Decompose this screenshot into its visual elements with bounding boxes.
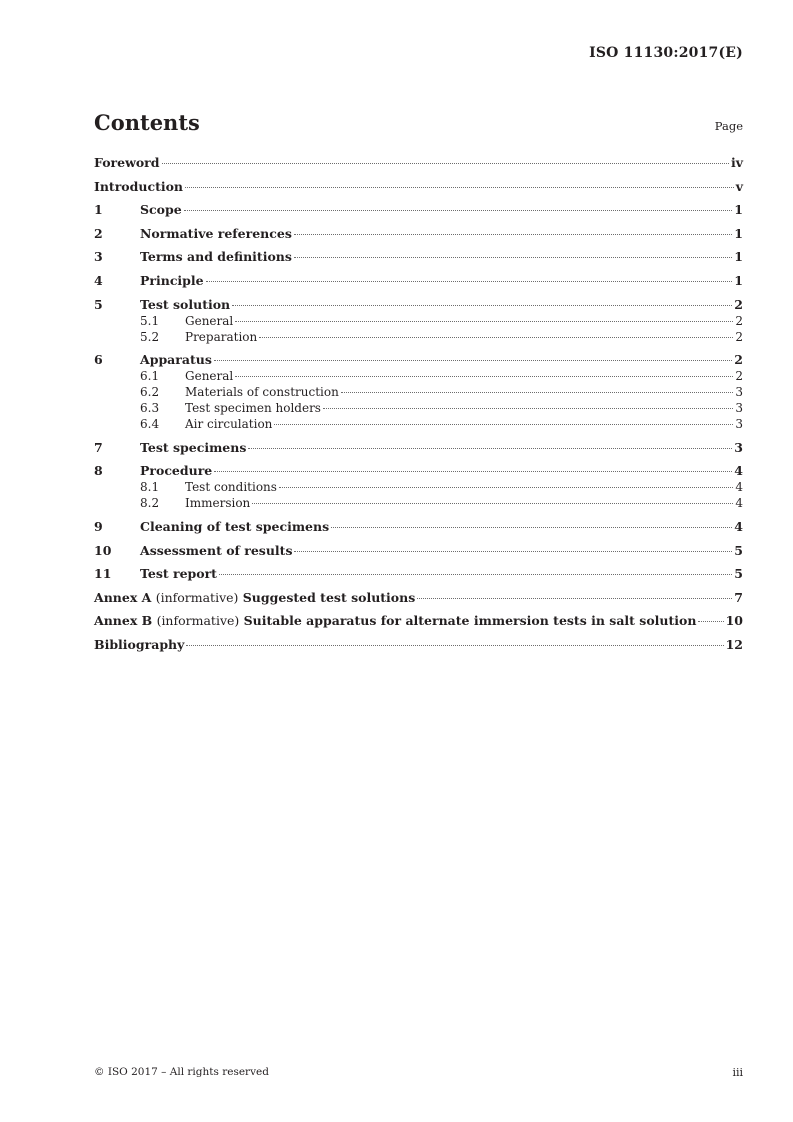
toc-entry-number: 8 <box>94 463 103 479</box>
toc-entry-number: 6.3 <box>140 401 160 416</box>
toc-entry-number: 10 <box>94 542 112 558</box>
toc-entry-label: Test specimen holders <box>185 401 321 416</box>
toc-subentry[interactable] <box>94 400 743 416</box>
toc-entry[interactable] <box>94 637 743 653</box>
dot-leader <box>274 424 733 425</box>
toc-entry-label: Bibliography <box>94 636 185 652</box>
toc-entry-label: Introduction <box>94 178 184 194</box>
toc-subentry[interactable] <box>94 495 743 511</box>
dot-leader <box>219 574 732 575</box>
toc-page-number: 3 <box>734 439 743 455</box>
toc-entry[interactable] <box>94 297 743 313</box>
contents-title: Contents <box>94 110 200 135</box>
toc-entry-number: 1 <box>94 202 103 218</box>
toc-entry-label: General <box>185 313 234 328</box>
annex-prefix: Annex B <box>94 613 153 629</box>
toc-entry[interactable] <box>94 613 743 629</box>
dot-leader <box>323 408 733 409</box>
toc-entry[interactable] <box>94 226 743 242</box>
toc-entry-label: Apparatus <box>140 352 212 368</box>
toc-subentry[interactable] <box>94 479 743 495</box>
dot-leader <box>252 503 733 504</box>
dot-leader <box>248 448 732 449</box>
toc-entry-label: Terms and definitions <box>140 249 292 265</box>
toc-entry-label: Immersion <box>185 496 251 511</box>
annex-note: (informative) <box>155 589 239 605</box>
toc-entry[interactable] <box>94 249 743 265</box>
toc-entry-label: Assessment of results <box>140 542 293 558</box>
toc-entry[interactable] <box>94 543 743 559</box>
toc-page-number: 1 <box>734 225 743 241</box>
page-number: iii <box>732 1066 743 1079</box>
page-footer <box>94 1066 743 1079</box>
toc-entry-number: 6.4 <box>140 417 160 432</box>
copyright-notice: © ISO 2017 – All rights reserved <box>94 1066 269 1078</box>
toc-entry-label: Test report <box>140 566 217 582</box>
toc-subentry[interactable] <box>94 416 743 432</box>
toc-page-number: 2 <box>734 352 743 368</box>
dot-leader <box>185 187 734 188</box>
dot-leader <box>294 234 732 235</box>
toc-entry-label: Foreword <box>94 155 160 170</box>
toc-entry-label: Test conditions <box>185 480 277 495</box>
toc-entry-label: Materials of construction <box>185 385 339 400</box>
toc-page-number: 3 <box>735 385 743 400</box>
toc-entry[interactable] <box>94 590 743 606</box>
toc-entry-number: 8.1 <box>140 480 160 495</box>
toc-entry[interactable] <box>94 179 743 195</box>
toc-entry[interactable] <box>94 202 743 218</box>
toc-entry-label: Test solution <box>140 296 231 312</box>
annex-title: Suggested test solutions <box>242 589 416 605</box>
table-of-contents <box>94 155 743 653</box>
toc-page-number: 10 <box>725 613 743 629</box>
toc-entry-label: Principle <box>140 272 204 288</box>
dot-leader <box>235 376 733 377</box>
dot-leader <box>214 471 732 472</box>
toc-entry[interactable] <box>94 273 743 289</box>
annex-title: Suitable apparatus for alternate immersion tests in salt solution <box>243 613 697 629</box>
toc-page-number: 7 <box>734 589 743 605</box>
toc-page-number: 2 <box>734 296 743 312</box>
dot-leader <box>698 621 723 622</box>
dot-leader <box>235 321 733 322</box>
dot-leader <box>417 598 732 599</box>
annex-note: (informative) <box>156 613 240 629</box>
dot-leader <box>232 305 732 306</box>
toc-entry-number: 5 <box>94 296 103 312</box>
toc-entry-number: 6 <box>94 352 103 368</box>
toc-entry-number: 2 <box>94 225 103 241</box>
toc-entry-label: Preparation <box>185 329 258 344</box>
toc-entry[interactable] <box>94 519 743 535</box>
toc-page-number: v <box>735 178 743 194</box>
toc-page-number: 4 <box>734 518 743 534</box>
toc-page-number: 1 <box>734 249 743 265</box>
toc-page-number: iv <box>730 155 743 170</box>
dot-leader <box>294 257 732 258</box>
toc-entry-label <box>94 590 415 606</box>
toc-page-number: 12 <box>725 636 743 652</box>
toc-entry-label: Air circulation <box>185 417 273 432</box>
toc-page-number: 4 <box>734 463 743 479</box>
dot-leader <box>259 337 733 338</box>
toc-entry-label: Scope <box>140 202 182 218</box>
toc-entry-number: 6.1 <box>140 369 160 384</box>
toc-page-number: 1 <box>734 272 743 288</box>
toc-page-number: 4 <box>735 496 743 511</box>
toc-entry-label: General <box>185 369 234 384</box>
toc-entry[interactable] <box>94 155 743 171</box>
dot-leader <box>331 527 732 528</box>
toc-page-number: 3 <box>735 417 743 432</box>
toc-entry[interactable] <box>94 352 743 368</box>
toc-page-number: 2 <box>735 313 743 328</box>
toc-page-number: 5 <box>734 542 743 558</box>
dot-leader <box>206 281 733 282</box>
document-id: ISO 11130:2017(E) <box>589 45 743 61</box>
toc-entry-number: 4 <box>94 272 103 288</box>
dot-leader <box>184 210 733 211</box>
toc-subentry[interactable] <box>94 384 743 400</box>
dot-leader <box>214 360 732 361</box>
toc-entry-number: 9 <box>94 518 103 534</box>
toc-entry-number: 5.2 <box>140 329 160 344</box>
toc-subentry[interactable] <box>94 368 743 384</box>
toc-subentry[interactable] <box>94 313 743 329</box>
toc-page-number: 1 <box>734 202 743 218</box>
toc-entry[interactable] <box>94 566 743 582</box>
dot-leader <box>294 551 732 552</box>
toc-entry-label: Test specimens <box>140 439 247 455</box>
toc-entry-number: 3 <box>94 249 103 265</box>
toc-entry-label: Normative references <box>140 225 292 241</box>
toc-page-number: 5 <box>734 566 743 582</box>
toc-page-number: 3 <box>735 401 743 416</box>
toc-entry[interactable] <box>94 463 743 479</box>
toc-entry-number: 11 <box>94 566 112 582</box>
page-column-label: Page <box>714 119 743 133</box>
toc-entry-number: 5.1 <box>140 313 160 328</box>
dot-leader <box>186 645 723 646</box>
dot-leader <box>279 487 733 488</box>
toc-page-number: 2 <box>735 329 743 344</box>
annex-prefix: Annex A <box>94 589 152 605</box>
toc-entry-label <box>94 613 696 629</box>
toc-entry-label: Cleaning of test specimens <box>140 518 330 534</box>
toc-subentry[interactable] <box>94 329 743 345</box>
toc-entry-number: 7 <box>94 439 103 455</box>
dot-leader <box>162 163 729 164</box>
toc-entry[interactable] <box>94 440 743 456</box>
dot-leader <box>341 392 734 393</box>
contents-header <box>94 110 743 135</box>
toc-page-number: 4 <box>735 480 743 495</box>
toc-page-number: 2 <box>735 369 743 384</box>
toc-entry-number: 8.2 <box>140 496 160 511</box>
toc-entry-label: Procedure <box>140 463 213 479</box>
toc-entry-number: 6.2 <box>140 385 160 400</box>
